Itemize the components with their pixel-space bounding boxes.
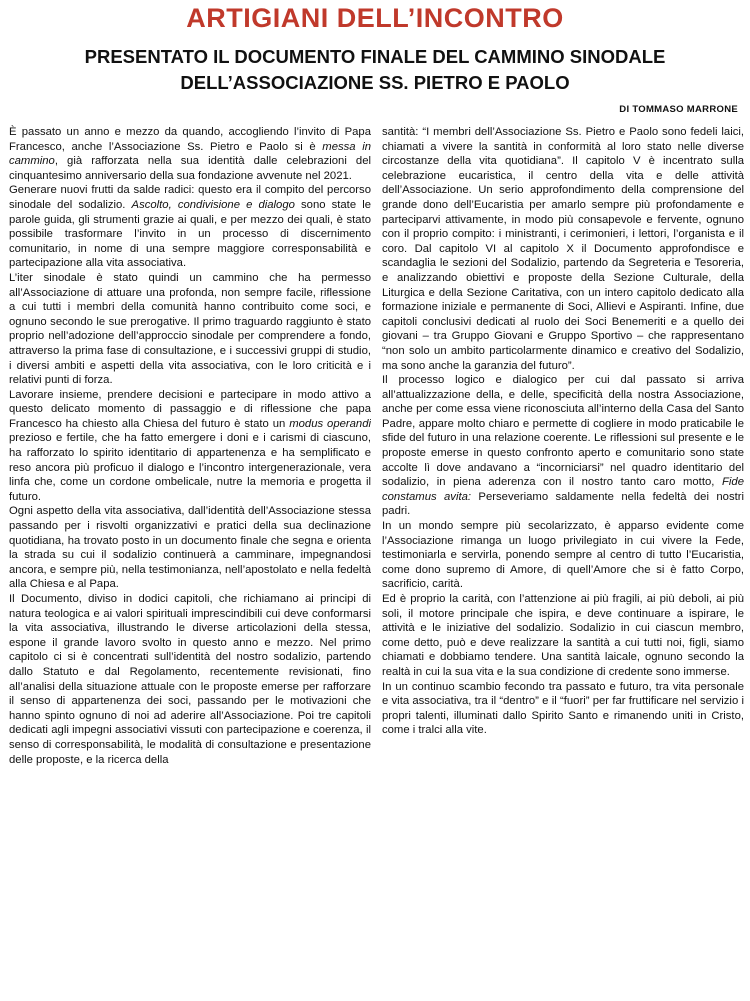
paragraph: Il processo logico e dialogico per cui dal passato si arriva all’attualizzazione della, e delle, specificità della nostra Associazione, anche per come essa viene riconosciuta all’interno della Casa del Santo Padre, appare molto chiaro e permette di cogliere in modo praticabile le sfide del futuro in una relazione coerente. Le riflessioni sul presente e le proposte emerse in questo confronto aperto e comunitario sono state accolte lì dove andavano a “incorniciarsi” nel quadro identitario del sodalizio, in piena aderenza con il nostro tanto caro motto, Fide constamus avita: Perseveriamo saldamente nella fedeltà dei nostri padri. (382, 374, 744, 518)
paragraph: Il Documento, diviso in dodici capitoli, che richiamano ai principi di natura teologica e ai valori spirituali imprescindibili cui deve conformarsi la vita associativa, illustrando le diverse articolazioni della stessa, espone il grande lavoro svolto in questo anno e mezzo. Nel primo capitolo ci si è concentrati sull’identità del nostro sodalizio, partendo dallo Statuto e dal Regolamento, recentemente revisionati, fino all’analisi della situazione attuale con le proposte emerse per rafforzare il senso di appartenenza dei soci, passando per le motivazioni che hanno spinto ognuno di noi ad aderire all’Associazione. Poi tre capitoli dedicati agli impegni associativi vissuti con partecipazione e coerenza, il senso di corresponsabilità, le modalità di consultazione e presentazione delle proposte, e la ricerca della (9, 593, 371, 766)
author-byline: DI TOMMASO MARRONE (619, 104, 738, 115)
left-column (9, 125, 371, 1000)
section-kicker: ARTIGIANI DELL’INCONTRO (186, 3, 564, 33)
headline-line-1: PRESENTATO IL DOCUMENTO FINALE DEL CAMMINO SINODALE (84, 46, 666, 67)
paragraph: Ed è proprio la carità, con l’attenzione ai più fragili, ai più deboli, ai più soli, il motore principale che ispira, e deve continuare a ispirare, le attività e le iniziative del sodalizio. Sodalizio in cui ciascun membro, come detto, può e deve realizzare la santità a cui tutti noi, figli, siamo chiamati e dobbiamo tendere. Una santità laicale, ognuno secondo la realtà in cui la sua vita e la sua condizione di credente sono immerse. (382, 593, 744, 678)
right-column (382, 125, 744, 1000)
paragraph: In un mondo sempre più secolarizzato, è apparso evidente come l’Associazione rimanga un luogo privilegiato in cui vivere la Fede, testimoniarla e servirla, ponendo sempre al centro di tutto l’Eucaristia, come dono supremo di Amore, di quell’Amore che si è fatto Corpo, sacrificio, carità. (382, 520, 744, 591)
article-headline (10, 44, 740, 96)
paragraph: Generare nuovi frutti da salde radici: questo era il compito del percorso sinodale del sodalizio. Ascolto, condivisione e dialogo sono state le parole guida, gli strumenti grazie ai quali, e per mezzo dei quali, è stato possibile trasformare l’invito in un processo di discernimento comunitario, in nome di una sempre maggiore corresponsabilità e partecipazione alla vita associativa. (9, 184, 371, 270)
headline-line-2: DELL’ASSOCIAZIONE SS. PIETRO E PAOLO (180, 72, 570, 93)
paragraph: santità: “I membri dell’Associazione Ss. Pietro e Paolo sono fedeli laici, chiamati a vivere la santità in conformità al loro stato nelle diverse circostanze della vita quotidiana”. Il capitolo V è incentrato sulla celebrazione eucaristica, il centro della vita e delle attività dell’Associazione. Un serio approfondimento della comprensione del grande dono dell’Eucaristia per amarlo sempre più profondamente e parteciparvi attivamente, in modo più consapevole e fervente, ognuno con il proprio compito: i ministranti, i cerimonieri, i lettori, l’organista e il coro. Dal capitolo VI al capitolo X il Documento approfondisce e scandaglia le sezioni del Sodalizio, partendo da Segreteria e Tesoreria, e analizzando obiettivi e proposte della Sezione Culturale, della Liturgica e della Sezione Caritativa, con un intero capitolo dedicato alla formazione iniziale e permanente di Soci, Allievi e Aspiranti. Infine, due capitoli conclusivi dedicati al ruolo dei Soci Benemeriti e a quello dei giovani – tra Gruppo Giovani e Gruppo Sportivo – che rappresentano “non solo un ambito particolarmente dinamico e creativo del Sodalizio, ma sono anche la garanzia del futuro”. (382, 126, 744, 372)
paragraph: È passato un anno e mezzo da quando, accogliendo l’invito di Papa Francesco, anche l’Associazione Ss. Pietro e Paolo si è messa in cammino, già rafforzata nella sua identità dalle celebrazioni del cinquantesimo anniversario della sua fondazione avvenute nel 2021. (9, 126, 371, 182)
paragraph: Ogni aspetto della vita associativa, dall’identità dell’Associazione stessa passando per i risvolti organizzativi e pratici della sua declinazione quotidiana, ha trovato posto in un documento finale che segna e orienta la strada su cui il sodalizio continuerà a camminare, impegnandosi ancora, e sempre più, nella testimonianza, nell’apostolato e nella fedeltà alla Chiesa e al Papa. (9, 505, 371, 591)
paragraph: Lavorare insieme, prendere decisioni e partecipare in modo attivo a questo delicato momento di passaggio e di riflessione che papa Francesco ha chiesto alla Chiesa del futuro è stato un modus operandi prezioso e fertile, che ha fatto emergere i doni e i carismi di ciascuno, ha rafforzato lo spirito identitario di appartenenza e ha semplificato e reso ancora più proficuo il dialogo e l’incontro intergenerazionale, vera linfa che, come un cordone ombelicale, nutre la memoria e progetta il futuro. (9, 388, 371, 503)
paragraph: In un continuo scambio fecondo tra passato e futuro, tra vita personale e vita associativa, tra il “dentro” e il “fuori” per far fruttificare nel servizio i propri talenti, illuminati dallo Spirito Santo e rimanendo uniti in Cristo, come i tralci alla vite. (382, 680, 744, 737)
paragraph: L’iter sinodale è stato quindi un cammino che ha permesso all’Associazione di attuare una profonda, non sempre facile, riflessione a cui tutti i membri della comunità hanno contribuito come soci, e ognuno secondo le sue prerogative. Il primo traguardo raggiunto è stato proprio nell’adozione dell’approccio sinodale per comprendere a fondo, attraverso la prima fase di consultazione, e i successivi gruppi di studio, i diversi ambiti e aspetti della vita associativa, con le loro criticità e i relativi punti di forza. (9, 271, 371, 387)
